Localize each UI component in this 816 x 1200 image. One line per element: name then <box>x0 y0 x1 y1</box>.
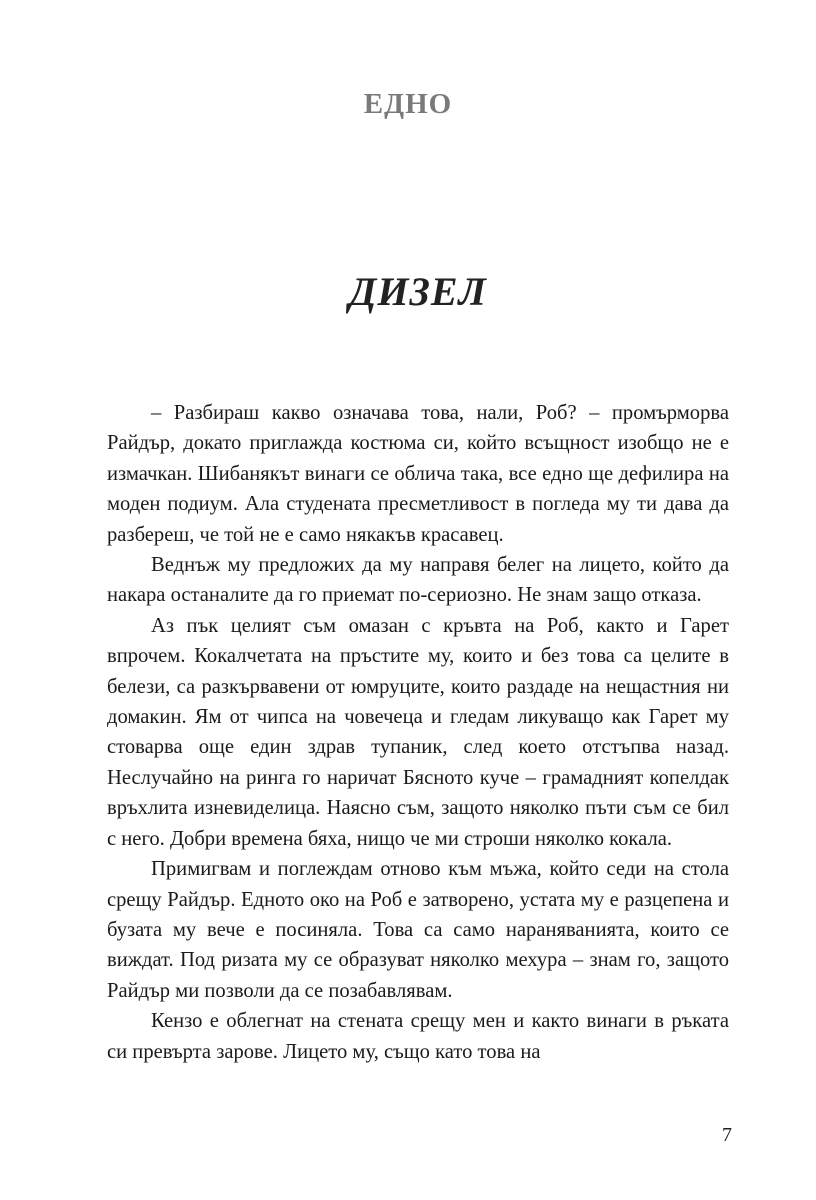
page-number: 7 <box>722 1124 732 1146</box>
body-text <box>107 398 729 1067</box>
chapter-number: ЕДНО <box>363 88 453 120</box>
chapter-title: ДИЗЕЛ <box>349 269 487 314</box>
paragraph: – Разбираш какво означава това, нали, Роб? – промърморва Райдър, докато приглажда костюма си, който всъщност изобщо не е измачкан. Шибанякът винаги се облича така, все едно ще дефилира на моден подиум. Ала студената пресметливост в погледа му ти дава да разбереш, че той не е само някакъв красавец. <box>107 402 729 546</box>
paragraph: Веднъж му предложих да му направя белег на лицето, който да накара останалите да го приемат по-сериозно. Не знам защо отказа. <box>107 554 729 607</box>
paragraph: Кензо е облегнат на стената срещу мен и както винаги в ръката си превърта зарове. Лицето му, също като това на <box>107 1010 729 1063</box>
paragraph: Примигвам и поглеждам отново към мъжа, който седи на стола срещу Райдър. Едното око на Роб е затворено, устата му е разцепена и бузата му вече е посиняла. Това са само нараняванията, които се виждат. Под ризата му се образуват няколко мехура – знам го, защото Райдър ми позволи да се позабавлявам. <box>107 858 729 1002</box>
paragraph: Аз пък целият съм омазан с кръвта на Роб, както и Гарет впрочем. Кокалчетата на пръстите му, които и без това са целите в белези, са разкървавени от юмруците, които раздаде на нещастния ни домакин. Ям от чипса на човечеца и гледам ликуващо как Гарет му стоварва още един здрав тупаник, след което отстъпва назад. Неслучайно на ринга го наричат Бясното куче – грамадният копелдак връхлита изневиделица. Наясно съм, защото няколко пъти съм се бил с него. Добри времена бяха, нищо че ми строши няколко кокала. <box>107 614 729 850</box>
